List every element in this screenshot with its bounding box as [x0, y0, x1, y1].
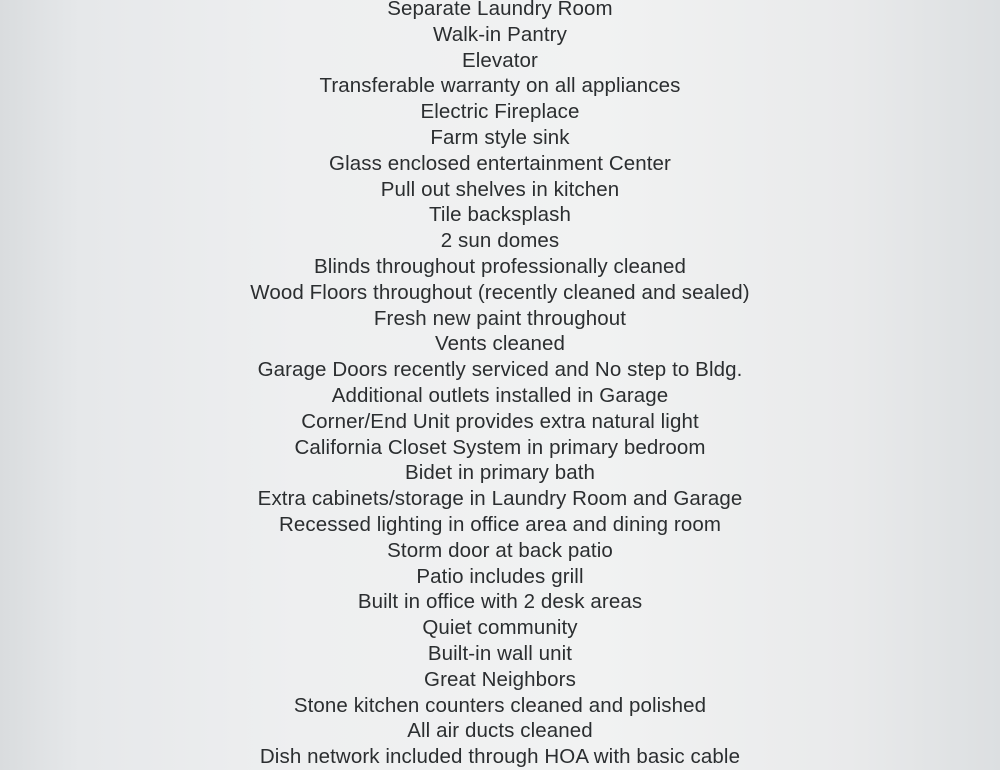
- list-item: Tile backsplash: [428, 203, 572, 227]
- list-item: Glass enclosed entertainment Center: [329, 151, 671, 175]
- list-item: Garage Doors recently serviced and No step to Bldg.: [257, 358, 743, 382]
- list-item: Farm style sink: [430, 125, 570, 149]
- list-item: Electric Fireplace: [420, 100, 580, 124]
- list-item: Recessed lighting in office area and dining room: [278, 512, 722, 536]
- list-item: Patio includes grill: [416, 564, 584, 588]
- list-item: California Closet System in primary bedroom: [294, 435, 706, 459]
- list-item: Extra cabinets/storage in Laundry Room and Garage: [257, 487, 743, 511]
- list-item: Built in office with 2 desk areas: [357, 590, 643, 614]
- list-item: Blinds throughout professionally cleaned: [313, 254, 687, 278]
- list-item: 2 sun domes: [440, 229, 560, 253]
- list-item: Vents cleaned: [434, 332, 566, 356]
- list-item: Bidet in primary bath: [404, 461, 596, 485]
- list-item: Quiet community: [422, 616, 578, 640]
- list-item: Built-in wall unit: [427, 641, 573, 665]
- list-item: Great Neighbors: [424, 667, 576, 691]
- list-item: Dish network included through HOA with basic cable: [259, 745, 741, 769]
- list-item: Elevator: [461, 48, 538, 72]
- list-item: All air ducts cleaned: [407, 719, 593, 743]
- list-item: Transferable warranty on all appliances: [319, 74, 681, 98]
- list-item: Wood Floors throughout (recently cleaned and sealed): [250, 280, 750, 304]
- list-item: Corner/End Unit provides extra natural light: [301, 409, 699, 433]
- list-item: Separate Laundry Room: [387, 0, 613, 20]
- list-item: Pull out shelves in kitchen: [380, 177, 620, 201]
- list-item: Fresh new paint throughout: [373, 306, 627, 330]
- list-item: Storm door at back patio: [387, 538, 613, 562]
- list-item: Additional outlets installed in Garage: [331, 383, 669, 407]
- list-item: Walk-in Pantry: [433, 22, 567, 46]
- list-item: Stone kitchen counters cleaned and polished: [293, 693, 707, 717]
